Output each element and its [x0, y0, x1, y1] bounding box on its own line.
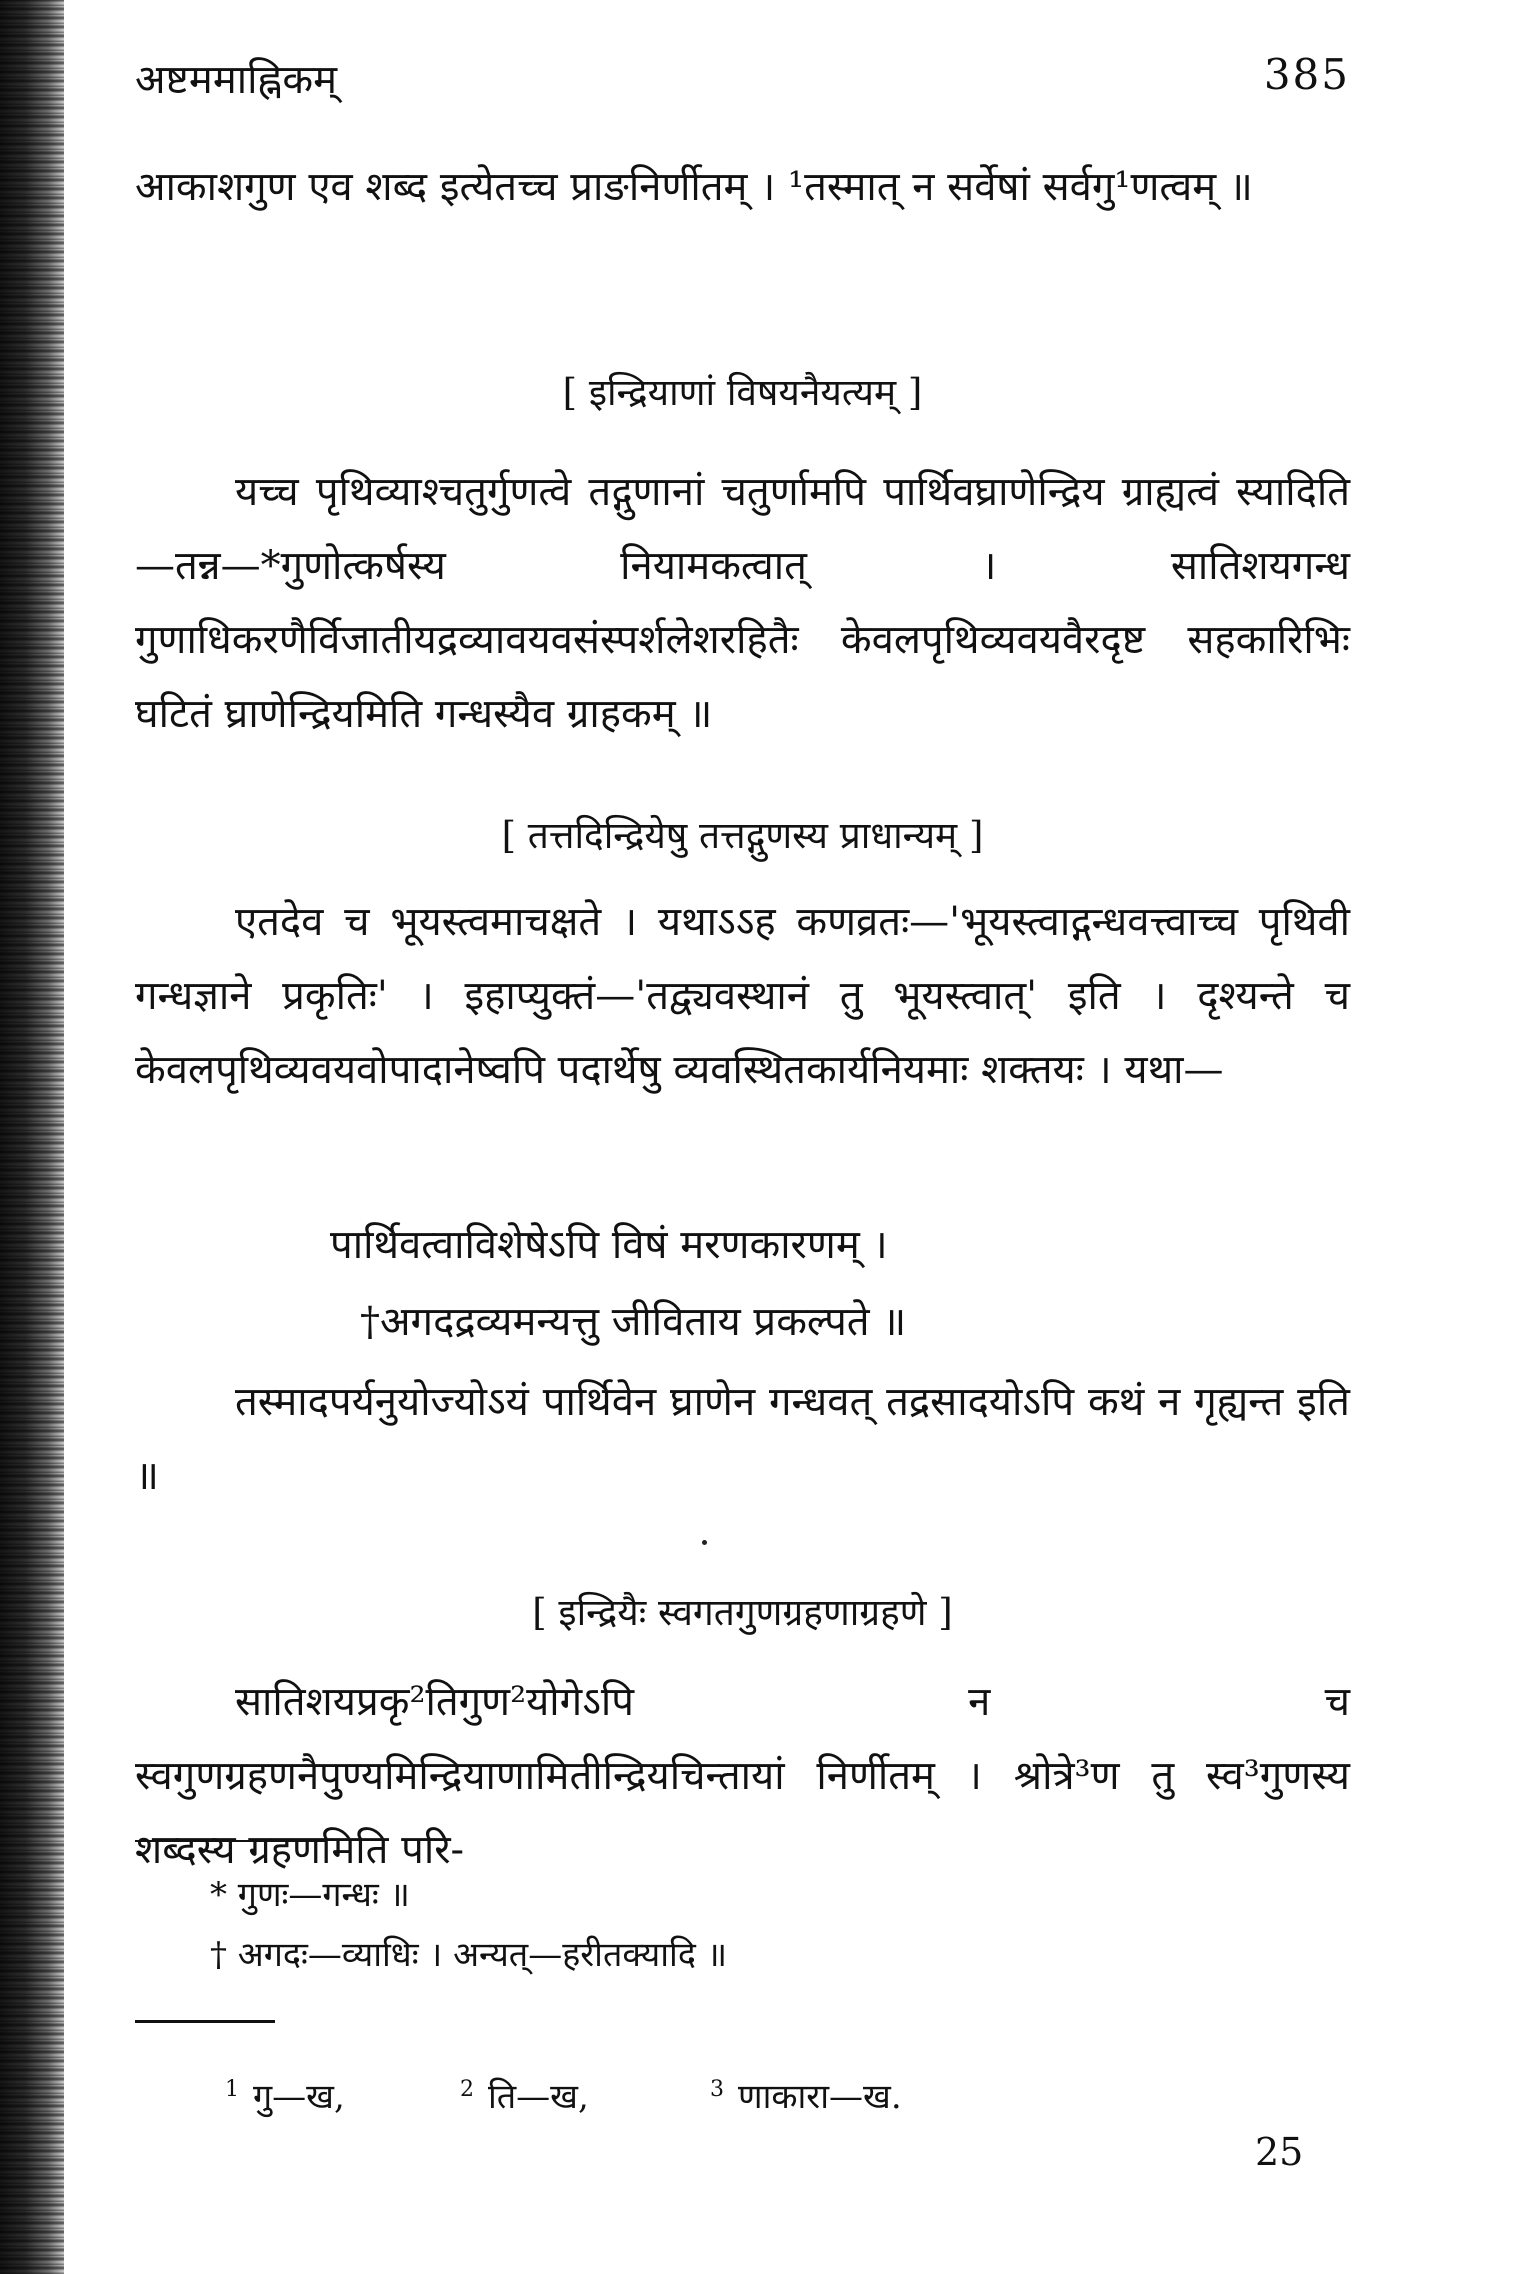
- variant-mark: 1: [225, 2076, 239, 2102]
- variant-mark: 2: [460, 2076, 474, 2102]
- section-heading-1: [ इन्द्रियाणां विषयनैयत्यम् ]: [562, 371, 923, 414]
- book-page: [135, 0, 1350, 2274]
- variant-text: ति—ख,: [488, 2077, 589, 2117]
- scan-binding-edge: [0, 0, 64, 2274]
- paragraph-3: तस्मादपर्यनुयोज्योऽयं पार्थिवेन घ्राणेन गन्धवत् तद्रसादयोऽपि कथं न गृह्यन्त इति ॥: [135, 1379, 1350, 1499]
- page-number: 385: [1263, 50, 1350, 99]
- verse-line-1: पार्थिवत्वाविशेषेऽपि विषं मरणकारणम् ।: [330, 1222, 888, 1268]
- section-heading-3: [ इन्द्रियैः स्वगतगुणग्रहणाग्रहणे ]: [532, 1591, 953, 1634]
- footnote-1: * गुणः—गन्धः ॥: [210, 1875, 410, 1915]
- variant-reading-1: [225, 2072, 345, 2118]
- variant-rule: [135, 2020, 275, 2023]
- paragraph-2: एतदेव च भूयस्त्वमाचक्षते । यथाऽऽह कणव्रतः—'भूयस्त्वाद्गन्धवत्त्वाच्च पृथिवी गन्धज्ञाने प्रकृतिः' । इहाप्युक्तं—'तद्व्यवस्थानं तु भूयस्त्वात्' इति । दृश्यन्ते च केवलपृथिव्यवयवोपादानेष्वपि पदार्थेषु व्यवस्थितकार्यनियमाः शक्तयः । यथा—: [135, 899, 1350, 1093]
- folio-number: 25: [1255, 2130, 1304, 2174]
- footnote-rule: [135, 1840, 325, 1842]
- section-heading-2: [ तत्तदिन्द्रियेषु तत्तद्गुणस्य प्राधान्यम् ]: [501, 814, 984, 857]
- paragraph-1: यच्च पृथिव्याश्चतुर्गुणत्वे तद्गुणानां चतुर्णामपि पार्थिवघ्राणेन्द्रिय ग्राह्यत्वं स्यादिति—तन्न—*गुणोत्कर्षस्य नियामकत्वात् । सातिशयगन्ध गुणाधिकरणैर्विजातीयद्रव्यावयवसंस्पर्शलेशरहितैः केवलपृथिव्यवयवैरदृष्ट सहकारिभिः घटितं घ्राणेन्द्रियमिति गन्धस्यैव ग्राहकम् ॥: [135, 469, 1350, 737]
- footnote-2: † अगदः—व्याधिः । अन्यत्—हरीतक्यादि ॥: [210, 1935, 728, 1975]
- variant-text: णाकारा—ख.: [738, 2077, 902, 2117]
- variant-mark: 3: [710, 2076, 724, 2102]
- paragraph-4: सातिशयप्रकृ²तिगुण²योगेऽपि न च स्वगुणग्रहणनैपुण्यमिन्द्रियाणामितीन्द्रियचिन्तायां निर्णीतम् । श्रोत्रे³ण तु स्व³गुणस्य शब्दस्य ग्रहणमिति परि-: [135, 1679, 1350, 1873]
- print-speck: [702, 1540, 707, 1545]
- variant-reading-3: [710, 2072, 902, 2118]
- running-title: अष्टममाह्निकम्: [135, 57, 337, 103]
- variant-text: गु—ख,: [253, 2077, 345, 2117]
- variant-reading-2: [460, 2072, 589, 2118]
- page-header: [135, 50, 1350, 110]
- carry-paragraph: आकाशगुण एव शब्द इत्येतच्च प्राङनिर्णीतम् । ¹तस्मात् न सर्वेषां सर्वगु¹णत्वम् ॥: [135, 164, 1253, 210]
- verse-line-2: †अगदद्रव्यमन्यत्तु जीविताय प्रकल्पते ॥: [360, 1299, 907, 1345]
